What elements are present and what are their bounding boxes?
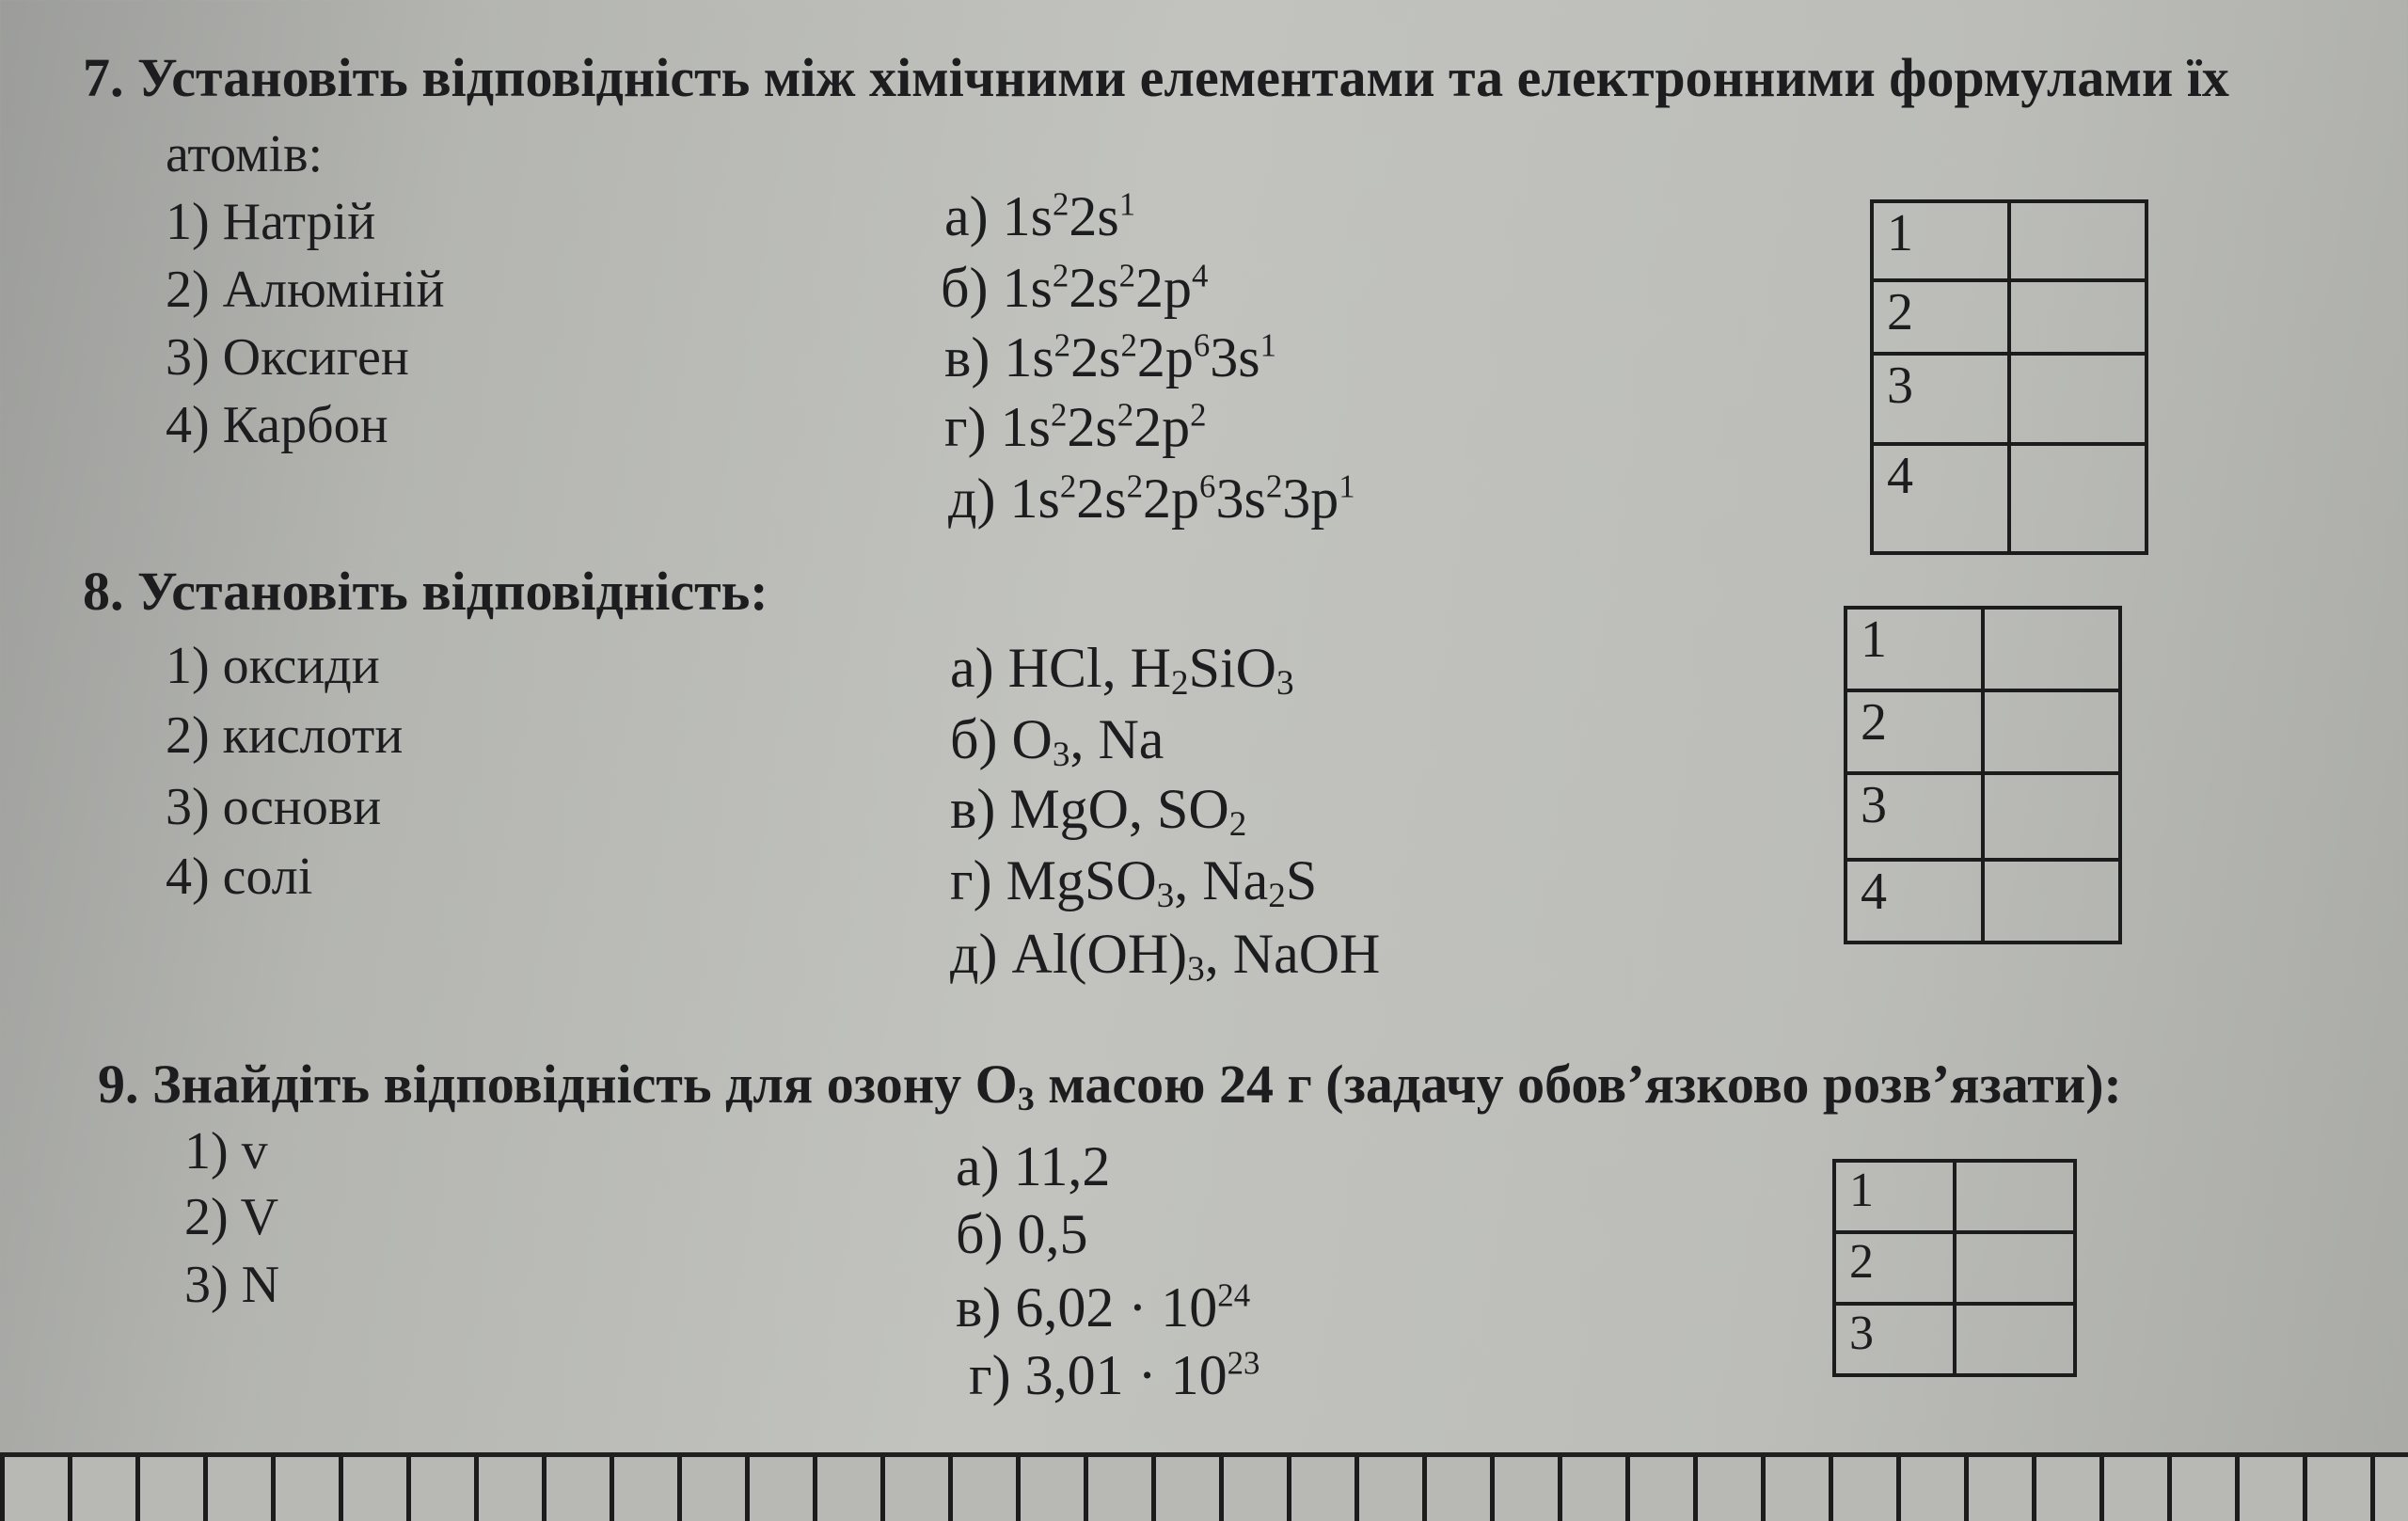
q7-answer-cell-2[interactable]	[2009, 280, 2147, 354]
q8-option-c: в) MgO, $SO_2$	[950, 778, 1247, 845]
q7-item-1: 1) Натрій	[166, 193, 376, 251]
q7-item-2: 2) Алюміній	[166, 261, 445, 319]
q9-option-a: а) 11,2	[956, 1135, 1111, 1197]
q7-option-e: д) $1s^22s^22p^63s^23p^1$	[948, 467, 1355, 530]
q8-option-e: д) $Al(OH)_3$, NaOH	[950, 923, 1381, 990]
q8-answer-cell-2[interactable]	[1983, 690, 2120, 773]
q9-option-c: в) $6,02 \cdot 10^{24}$	[956, 1276, 1251, 1339]
q9-answer-grid	[1832, 1159, 2077, 1377]
q7-answer-cell-3[interactable]	[2009, 354, 2147, 444]
q7-title: 7. Установіть відповідність між хімічними елементами та електронними формулами їх	[83, 47, 2229, 108]
q8-answer-cell-3[interactable]	[1983, 773, 2120, 860]
q9-item-3: 3) N	[184, 1256, 280, 1314]
q8-grid-label-2: 2	[1846, 690, 1983, 773]
q7-title-continued: атомів:	[166, 125, 324, 183]
q7-option-b: б) $1s^22s^22p^4$	[941, 257, 1209, 319]
q9-option-b: б) 0,5	[956, 1203, 1088, 1265]
q9-grid-label-2: 2	[1834, 1232, 1955, 1304]
q9-title: 9. Знайдіть відповідність для озону $O_3$ масою 24 г (задачу обов’язково розв’язати):	[98, 1054, 2122, 1117]
q8-answer-cell-1[interactable]	[1983, 608, 2120, 690]
q7-option-a: а) $1s^22s^1$	[944, 185, 1136, 247]
q9-item-1: 1) v	[184, 1122, 268, 1180]
q8-item-3: 3) основи	[166, 778, 382, 836]
q7-answer-grid	[1870, 199, 2148, 555]
q7-option-d: г) $1s^22s^22p^2$	[944, 396, 1207, 458]
q7-grid-label-2: 2	[1872, 280, 2009, 354]
q7-item-4: 4) Карбон	[166, 396, 388, 454]
q8-option-b: б) $O_3$, Na	[950, 708, 1164, 775]
q9-item-2: 2) V	[184, 1188, 279, 1246]
q8-answer-grid	[1844, 606, 2122, 944]
q7-answer-cell-1[interactable]	[2009, 201, 2147, 280]
q8-item-1: 1) оксиди	[166, 637, 380, 695]
q8-title: 8. Установіть відповідність:	[83, 561, 768, 622]
q8-answer-cell-4[interactable]	[1983, 860, 2120, 943]
q7-item-3: 3) Оксиген	[166, 328, 409, 387]
q8-option-a: а) HCl, $H_2SiO_3$	[950, 637, 1294, 704]
q9-grid-label-3: 3	[1834, 1304, 1955, 1375]
q8-grid-label-4: 4	[1846, 860, 1983, 943]
q7-grid-label-1: 1	[1872, 201, 2009, 280]
q8-grid-label-1: 1	[1846, 608, 1983, 690]
q8-item-2: 2) кислоти	[166, 706, 404, 765]
q9-answer-cell-3[interactable]	[1955, 1304, 2075, 1375]
q7-answer-cell-4[interactable]	[2009, 444, 2147, 553]
q8-grid-label-3: 3	[1846, 773, 1983, 860]
q7-grid-label-4: 4	[1872, 444, 2009, 553]
q9-grid-label-1: 1	[1834, 1161, 1955, 1232]
q9-answer-cell-1[interactable]	[1955, 1161, 2075, 1232]
q8-option-d: г) MgSO$_3$, $Na_2S$	[950, 849, 1318, 916]
q9-answer-cell-2[interactable]	[1955, 1232, 2075, 1304]
bottom-grid-strip	[0, 1452, 2408, 1521]
q9-option-d: г) $3,01 \cdot 10^{23}$	[969, 1344, 1260, 1406]
q7-option-c: в) $1s^22s^22p^63s^1$	[944, 326, 1277, 388]
q8-item-4: 4) солі	[166, 848, 313, 906]
q7-grid-label-3: 3	[1872, 354, 2009, 444]
